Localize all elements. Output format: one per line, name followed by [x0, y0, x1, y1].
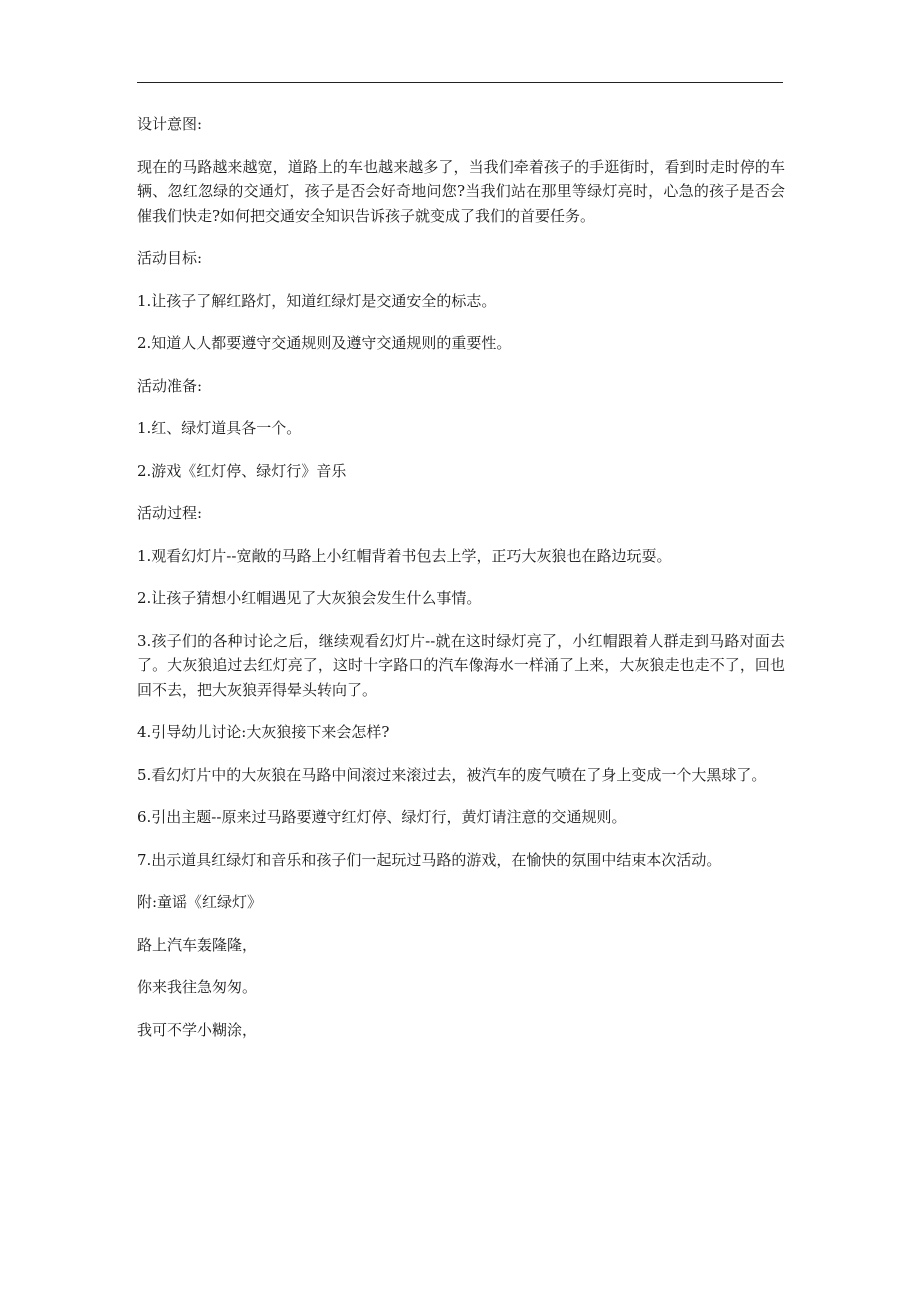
rhyme-line-1: 路上汽车轰隆隆， [137, 935, 258, 954]
process-step-3: 3.孩子们的各种讨论之后，继续观看幻灯片--就在这时绿灯亮了，小红帽跟着人群走到马路对面去了。大灰狼追过去红灯亮了，这时十字路口的汽车像海水一样涌了上来，大灰狼走也走不了，回也回不去，把大灰狼弄得晕头转向了。 [137, 631, 785, 699]
prep-item-2: 2.游戏《红灯停、绿灯行》音乐 [137, 461, 347, 480]
heading-nursery-rhyme: 附:童谣《红绿灯》 [137, 893, 263, 911]
header-rule [137, 82, 783, 83]
process-step-4: 4.引导幼儿讨论:大灰狼接下来会怎样? [137, 723, 390, 741]
process-step-6: 6.引出主题--原来过马路要遵守红灯停、绿灯行，黄灯请注意的交通规则。 [137, 808, 627, 826]
process-step-7: 7.出示道具红绿灯和音乐和孩子们一起玩过马路的游戏，在愉快的氛围中结束本次活动。 [137, 850, 722, 869]
document-body [137, 112, 785, 1060]
paragraph-design-intent: 现在的马路越来越宽，道路上的车也越来越多了，当我们牵着孩子的手逛街时，看到时走时停的车辆、忽红忽绿的交通灯，孩子是否会好奇地问您?当我们站在那里等绿灯亮时，心急的孩子是否会催我们快走?如何把交通安全知识告诉孩子就变成了我们的首要任务。 [137, 157, 785, 225]
goal-item-2: 2.知道人人都要遵守交通规则及遵守交通规则的重要性。 [137, 334, 512, 352]
process-step-2: 2.让孩子猜想小红帽遇见了大灰狼会发生什么事情。 [137, 589, 482, 607]
prep-item-1: 1.红、绿灯道具各一个。 [137, 419, 302, 437]
process-step-1: 1.观看幻灯片--宽敞的马路上小红帽背着书包去上学，正巧大灰狼也在路边玩耍。 [137, 546, 672, 565]
heading-activity-goals: 活动目标: [137, 249, 203, 267]
rhyme-line-3: 我可不学小糊涂， [137, 1020, 258, 1039]
rhyme-line-2: 你来我往急匆匆。 [137, 978, 258, 996]
heading-activity-process: 活动过程: [137, 504, 203, 522]
goal-item-1: 1.让孩子了解红路灯，知道红绿灯是交通安全的标志。 [137, 291, 497, 310]
process-step-5: 5.看幻灯片中的大灰狼在马路中间滚过来滚过去，被汽车的废气喷在了身上变成一个大黑球了。 [137, 765, 767, 784]
heading-design-intent: 设计意图: [137, 115, 203, 133]
heading-activity-prep: 活动准备: [137, 376, 203, 395]
